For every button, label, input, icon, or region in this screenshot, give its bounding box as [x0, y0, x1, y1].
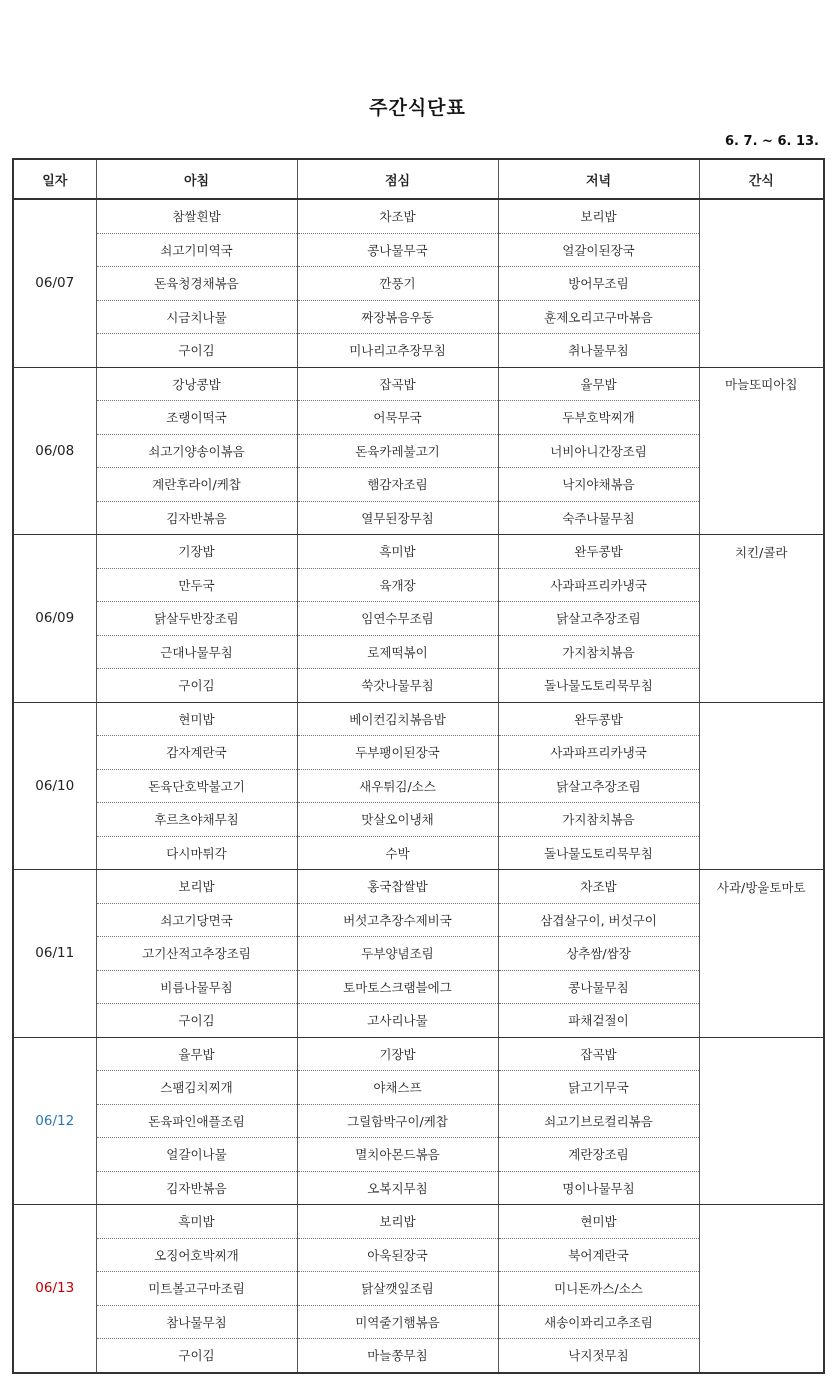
- dinner-cell: 닭살고추장조림: [498, 769, 699, 803]
- snack-cell: [699, 1104, 824, 1138]
- table-row: [13, 568, 824, 602]
- header-snack: 간식: [699, 159, 824, 199]
- dinner-cell: 너비아니간장조림: [498, 434, 699, 468]
- table-row: [13, 401, 824, 435]
- header-dinner: 저녁: [498, 159, 699, 199]
- breakfast-cell: 쇠고기미역국: [96, 233, 297, 267]
- dinner-cell: 쇠고기브로컬리볶음: [498, 1104, 699, 1138]
- period-range: 6. 7. ~ 6. 13.: [725, 134, 819, 149]
- dinner-cell: 명이나물무침: [498, 1171, 699, 1205]
- date-cell: 06/09: [13, 535, 96, 703]
- lunch-cell: 미역줄기햄볶음: [297, 1305, 498, 1339]
- breakfast-cell: 쇠고기양송이볶음: [96, 434, 297, 468]
- lunch-cell: 미나리고추장무침: [297, 334, 498, 368]
- dinner-cell: 콩나물무침: [498, 970, 699, 1004]
- breakfast-cell: 보리밥: [96, 870, 297, 904]
- snack-cell: [699, 1205, 824, 1239]
- snack-cell: [699, 669, 824, 703]
- breakfast-cell: 쇠고기당면국: [96, 903, 297, 937]
- table-row: [13, 769, 824, 803]
- breakfast-cell: 후르츠야채무침: [96, 803, 297, 837]
- breakfast-cell: 현미밥: [96, 702, 297, 736]
- dinner-cell: 닭살고추장조림: [498, 602, 699, 636]
- lunch-cell: 맛살오이냉채: [297, 803, 498, 837]
- snack-cell: [699, 937, 824, 971]
- table-row: [13, 669, 824, 703]
- lunch-cell: 차조밥: [297, 199, 498, 233]
- table-row: [13, 468, 824, 502]
- breakfast-cell: 참쌀흰밥: [96, 199, 297, 233]
- dinner-cell: 상추쌈/쌈장: [498, 937, 699, 971]
- breakfast-cell: 흑미밥: [96, 1205, 297, 1239]
- breakfast-cell: 스팸김치찌개: [96, 1071, 297, 1105]
- breakfast-cell: 구이김: [96, 1339, 297, 1373]
- lunch-cell: 잡곡밥: [297, 367, 498, 401]
- weekly-menu-table: [12, 158, 825, 1374]
- breakfast-cell: 얼갈이나물: [96, 1138, 297, 1172]
- breakfast-cell: 돈육파인애플조림: [96, 1104, 297, 1138]
- table-row: [13, 937, 824, 971]
- lunch-cell: 고사리나물: [297, 1004, 498, 1038]
- lunch-cell: 그릴함박구이/케찹: [297, 1104, 498, 1138]
- header-breakfast: 아침: [96, 159, 297, 199]
- snack-cell: [699, 702, 824, 736]
- breakfast-cell: 돈육단호박불고기: [96, 769, 297, 803]
- dinner-cell: 북어계란국: [498, 1238, 699, 1272]
- table-row: [13, 1004, 824, 1038]
- lunch-cell: 육개장: [297, 568, 498, 602]
- lunch-cell: 햄감자조림: [297, 468, 498, 502]
- dinner-cell: 완두콩밥: [498, 535, 699, 569]
- dinner-cell: 가지참치볶음: [498, 635, 699, 669]
- snack-cell: [699, 970, 824, 1004]
- dinner-cell: 두부호박찌개: [498, 401, 699, 435]
- breakfast-cell: 강낭콩밥: [96, 367, 297, 401]
- snack-cell: [699, 1339, 824, 1373]
- table-row: [13, 702, 824, 736]
- breakfast-cell: 오징어호박찌개: [96, 1238, 297, 1272]
- snack-cell: [699, 1238, 824, 1272]
- snack-cell: [699, 401, 824, 435]
- date-cell: 06/13: [13, 1205, 96, 1373]
- breakfast-cell: 닭살두반장조림: [96, 602, 297, 636]
- date-cell: 06/11: [13, 870, 96, 1038]
- table-row: [13, 1104, 824, 1138]
- snack-cell: [699, 568, 824, 602]
- snack-cell: [699, 836, 824, 870]
- table-row: [13, 1238, 824, 1272]
- lunch-cell: 쑥갓나물무침: [297, 669, 498, 703]
- dinner-cell: 숙주나물무침: [498, 501, 699, 535]
- breakfast-cell: 참나물무침: [96, 1305, 297, 1339]
- lunch-cell: 임연수무조림: [297, 602, 498, 636]
- breakfast-cell: 김자반볶음: [96, 1171, 297, 1205]
- page-title: 주간식단표: [369, 97, 466, 119]
- table-row: [13, 233, 824, 267]
- table-row: [13, 736, 824, 770]
- dinner-cell: 얼갈이된장국: [498, 233, 699, 267]
- lunch-cell: 야채스프: [297, 1071, 498, 1105]
- breakfast-cell: 시금치나물: [96, 300, 297, 334]
- dinner-cell: 사과파프리카냉국: [498, 568, 699, 602]
- dinner-cell: 잡곡밥: [498, 1037, 699, 1071]
- dinner-cell: 계란장조림: [498, 1138, 699, 1172]
- lunch-cell: 멸치아몬드볶음: [297, 1138, 498, 1172]
- table-row: [13, 1071, 824, 1105]
- lunch-cell: 베이컨김치볶음밥: [297, 702, 498, 736]
- breakfast-cell: 조랭이떡국: [96, 401, 297, 435]
- lunch-cell: 콩나물무국: [297, 233, 498, 267]
- snack-cell: [699, 468, 824, 502]
- lunch-cell: 기장밥: [297, 1037, 498, 1071]
- menu-body: [13, 199, 824, 1373]
- dinner-cell: 차조밥: [498, 870, 699, 904]
- dinner-cell: 돌나물도토리묵무침: [498, 836, 699, 870]
- breakfast-cell: 감자계란국: [96, 736, 297, 770]
- breakfast-cell: 비름나물무침: [96, 970, 297, 1004]
- lunch-cell: 토마토스크램블에그: [297, 970, 498, 1004]
- dinner-cell: 새송이꽈리고추조림: [498, 1305, 699, 1339]
- lunch-cell: 마늘쫑무침: [297, 1339, 498, 1373]
- lunch-cell: 돈육카레불고기: [297, 434, 498, 468]
- snack-cell: [699, 1004, 824, 1038]
- table-row: [13, 501, 824, 535]
- snack-cell: [699, 803, 824, 837]
- lunch-cell: 짜장볶음우동: [297, 300, 498, 334]
- dinner-cell: 파채겉절이: [498, 1004, 699, 1038]
- table-row: [13, 1205, 824, 1239]
- date-cell: 06/10: [13, 702, 96, 870]
- table-row: [13, 635, 824, 669]
- lunch-cell: 어묵무국: [297, 401, 498, 435]
- date-cell: 06/08: [13, 367, 96, 535]
- lunch-cell: 수박: [297, 836, 498, 870]
- table-row: [13, 602, 824, 636]
- dinner-cell: 삼겹살구이, 버섯구이: [498, 903, 699, 937]
- lunch-cell: 두부양념조림: [297, 937, 498, 971]
- date-cell: 06/07: [13, 199, 96, 367]
- snack-cell: [699, 267, 824, 301]
- dinner-cell: 낙지젓무침: [498, 1339, 699, 1373]
- breakfast-cell: 구이김: [96, 669, 297, 703]
- table-row: [13, 334, 824, 368]
- snack-cell: [699, 602, 824, 636]
- breakfast-cell: 고기산적고추장조림: [96, 937, 297, 971]
- breakfast-cell: 기장밥: [96, 535, 297, 569]
- breakfast-cell: 돈육청경채볶음: [96, 267, 297, 301]
- dinner-cell: 보리밥: [498, 199, 699, 233]
- dinner-cell: 방어무조림: [498, 267, 699, 301]
- snack-cell: [699, 1138, 824, 1172]
- table-row: [13, 1272, 824, 1306]
- table-row: [13, 870, 824, 904]
- snack-cell: [699, 769, 824, 803]
- snack-cell: [699, 1037, 824, 1071]
- table-row: [13, 535, 824, 569]
- dinner-cell: 돌나물도토리묵무침: [498, 669, 699, 703]
- dinner-cell: 낙지야채볶음: [498, 468, 699, 502]
- table-row: [13, 803, 824, 837]
- snack-cell: [699, 1171, 824, 1205]
- snack-cell: [699, 501, 824, 535]
- table-row: [13, 300, 824, 334]
- dinner-cell: 현미밥: [498, 1205, 699, 1239]
- snack-cell: 마늘또띠아칩: [699, 367, 824, 401]
- table-row: [13, 1171, 824, 1205]
- table-row: [13, 903, 824, 937]
- lunch-cell: 홍국찹쌀밥: [297, 870, 498, 904]
- snack-cell: 치킨/콜라: [699, 535, 824, 569]
- snack-cell: [699, 334, 824, 368]
- snack-cell: [699, 300, 824, 334]
- breakfast-cell: 구이김: [96, 1004, 297, 1038]
- dinner-cell: 가지참치볶음: [498, 803, 699, 837]
- snack-cell: [699, 434, 824, 468]
- dinner-cell: 훈제오리고구마볶음: [498, 300, 699, 334]
- snack-cell: [699, 1071, 824, 1105]
- lunch-cell: 버섯고추장수제비국: [297, 903, 498, 937]
- snack-cell: [699, 1305, 824, 1339]
- table-row: [13, 1339, 824, 1373]
- table-row: [13, 267, 824, 301]
- snack-cell: [699, 635, 824, 669]
- table-row: [13, 1037, 824, 1071]
- table-row: [13, 836, 824, 870]
- lunch-cell: 아욱된장국: [297, 1238, 498, 1272]
- lunch-cell: 새우튀김/소스: [297, 769, 498, 803]
- breakfast-cell: 김자반볶음: [96, 501, 297, 535]
- lunch-cell: 흑미밥: [297, 535, 498, 569]
- lunch-cell: 보리밥: [297, 1205, 498, 1239]
- dinner-cell: 취나물무침: [498, 334, 699, 368]
- snack-cell: [699, 736, 824, 770]
- snack-cell: [699, 1272, 824, 1306]
- breakfast-cell: 구이김: [96, 334, 297, 368]
- lunch-cell: 로제떡볶이: [297, 635, 498, 669]
- table-row: [13, 367, 824, 401]
- breakfast-cell: 계란후라이/케찹: [96, 468, 297, 502]
- table-row: [13, 970, 824, 1004]
- lunch-cell: 두부팽이된장국: [297, 736, 498, 770]
- breakfast-cell: 다시마튀각: [96, 836, 297, 870]
- table-row: [13, 199, 824, 233]
- lunch-cell: 깐풍기: [297, 267, 498, 301]
- table-row: [13, 434, 824, 468]
- dinner-cell: 닭고기무국: [498, 1071, 699, 1105]
- header-lunch: 점심: [297, 159, 498, 199]
- header-row: [13, 159, 824, 199]
- dinner-cell: 미니돈까스/소스: [498, 1272, 699, 1306]
- lunch-cell: 열무된장무침: [297, 501, 498, 535]
- breakfast-cell: 만두국: [96, 568, 297, 602]
- table-row: [13, 1305, 824, 1339]
- snack-cell: 사과/방울토마토: [699, 870, 824, 904]
- date-cell: 06/12: [13, 1037, 96, 1205]
- breakfast-cell: 율무밥: [96, 1037, 297, 1071]
- dinner-cell: 사과파프리카냉국: [498, 736, 699, 770]
- lunch-cell: 오복지무침: [297, 1171, 498, 1205]
- breakfast-cell: 근대나물무침: [96, 635, 297, 669]
- dinner-cell: 율무밥: [498, 367, 699, 401]
- lunch-cell: 닭살깻잎조림: [297, 1272, 498, 1306]
- breakfast-cell: 미트볼고구마조림: [96, 1272, 297, 1306]
- snack-cell: [699, 233, 824, 267]
- snack-cell: [699, 903, 824, 937]
- table-row: [13, 1138, 824, 1172]
- dinner-cell: 완두콩밥: [498, 702, 699, 736]
- header-date: 일자: [13, 159, 96, 199]
- snack-cell: [699, 199, 824, 233]
